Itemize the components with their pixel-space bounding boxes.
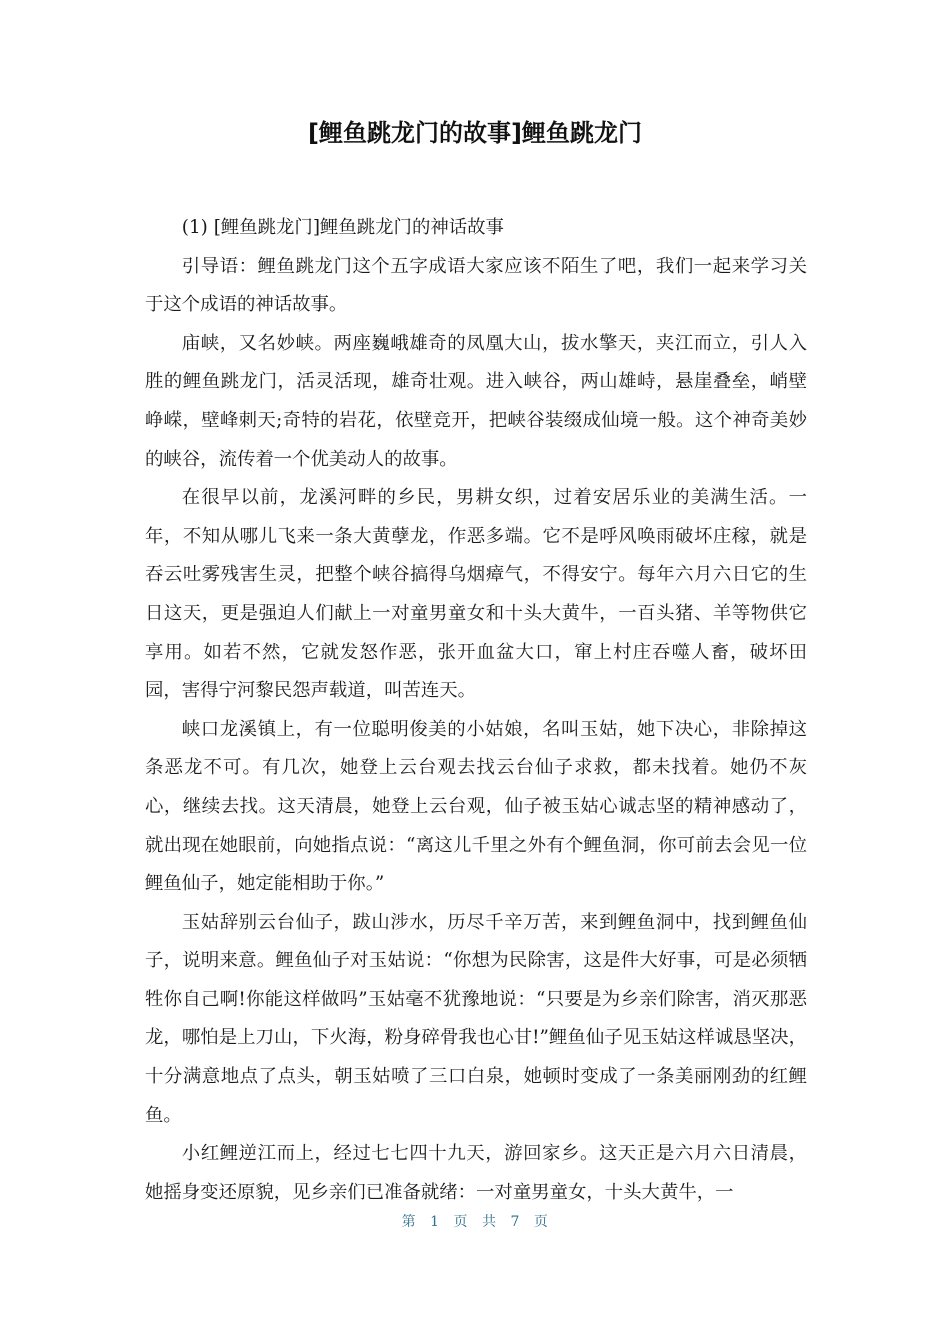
total-pages-number: 7 <box>510 1214 520 1230</box>
page-suffix: 页 <box>453 1214 468 1230</box>
paragraph: 在很早以前，龙溪河畔的乡民，男耕女织，过着安居乐业的美满生活。一年，不知从哪儿飞来一条大黄孽龙，作恶多端。它不是呼风唤雨破坏庄稼，就是吞云吐雾残害生灵，把整个峡谷搞得乌烟瘴气，不得安宁。每年六月六日它的生日这天，更是强迫人们献上一对童男童女和十头大黄牛，一百头猪、羊等物供它享用。如若不然，它就发怒作恶，张开血盆大口，窜上村庄吞噬人畜，破坏田园，害得宁河黎民怨声载道，叫苦连天。 <box>145 487 807 702</box>
current-page-number: 1 <box>430 1214 440 1230</box>
total-suffix: 页 <box>533 1214 549 1230</box>
paragraph: 引导语：鲤鱼跳龙门这个五字成语大家应该不陌生了吧，我们一起来学习关于这个成语的神话故事。 <box>145 255 807 316</box>
paragraph: 峡口龙溪镇上，有一位聪明俊美的小姑娘，名叫玉姑，她下决心，非除掉这条恶龙不可。有几次，她登上云台观去找云台仙子求救，都未找着。她仍不灰心，继续去找。这天清晨，她登上云台观，仙子被玉姑心诚志坚的精神感动了，就出现在她眼前，向她指点说：“离这儿千里之外有个鲤鱼洞，你可前去会见一位鲤鱼仙子，她定能相助于你。” <box>145 718 807 895</box>
page-label: 第 <box>401 1214 417 1230</box>
document-body <box>145 209 807 1212</box>
document-title: [鲤鱼跳龙门的故事]鲤鱼跳龙门 <box>308 119 642 147</box>
total-label: 共 <box>482 1214 497 1230</box>
paragraph: 庙峡，又名妙峡。两座巍峨雄奇的凤凰大山，拔水擎天，夹江而立，引人入胜的鲤鱼跳龙门，活灵活现，雄奇壮观。进入峡谷，两山雄峙，悬崖叠垒，峭壁峥嵘，壁峰刺天;奇特的岩花，依壁竞开，把峡谷装缀成仙境一般。这个神奇美妙的峡谷，流传着一个优美动人的故事。 <box>145 332 807 470</box>
paragraph: 玉姑辞别云台仙子，跋山涉水，历尽千辛万苦，来到鲤鱼洞中，找到鲤鱼仙子，说明来意。鲤鱼仙子对玉姑说：“你想为民除害，这是件大好事，可是必须牺牲你自己啊!你能这样做吗”玉姑毫不犹豫地说：“只要是为乡亲们除害，消灭那恶龙，哪怕是上刀山，下火海，粉身碎骨我也心甘!”鲤鱼仙子见玉姑这样诚恳坚决，十分满意地点了点头，朝玉姑喷了三口白泉，她顿时变成了一条美丽刚劲的红鲤鱼。 <box>145 911 807 1126</box>
paragraph: (1) [鲤鱼跳龙门]鲤鱼跳龙门的神话故事 <box>181 217 504 238</box>
paragraph: 小红鲤逆江而上，经过七七四十九天，游回家乡。这天正是六月六日清晨，她摇身变还原貌，见乡亲们已准备就绪：一对童男童女，十头大黄牛，一 <box>145 1143 807 1203</box>
page-footer <box>0 1208 950 1236</box>
